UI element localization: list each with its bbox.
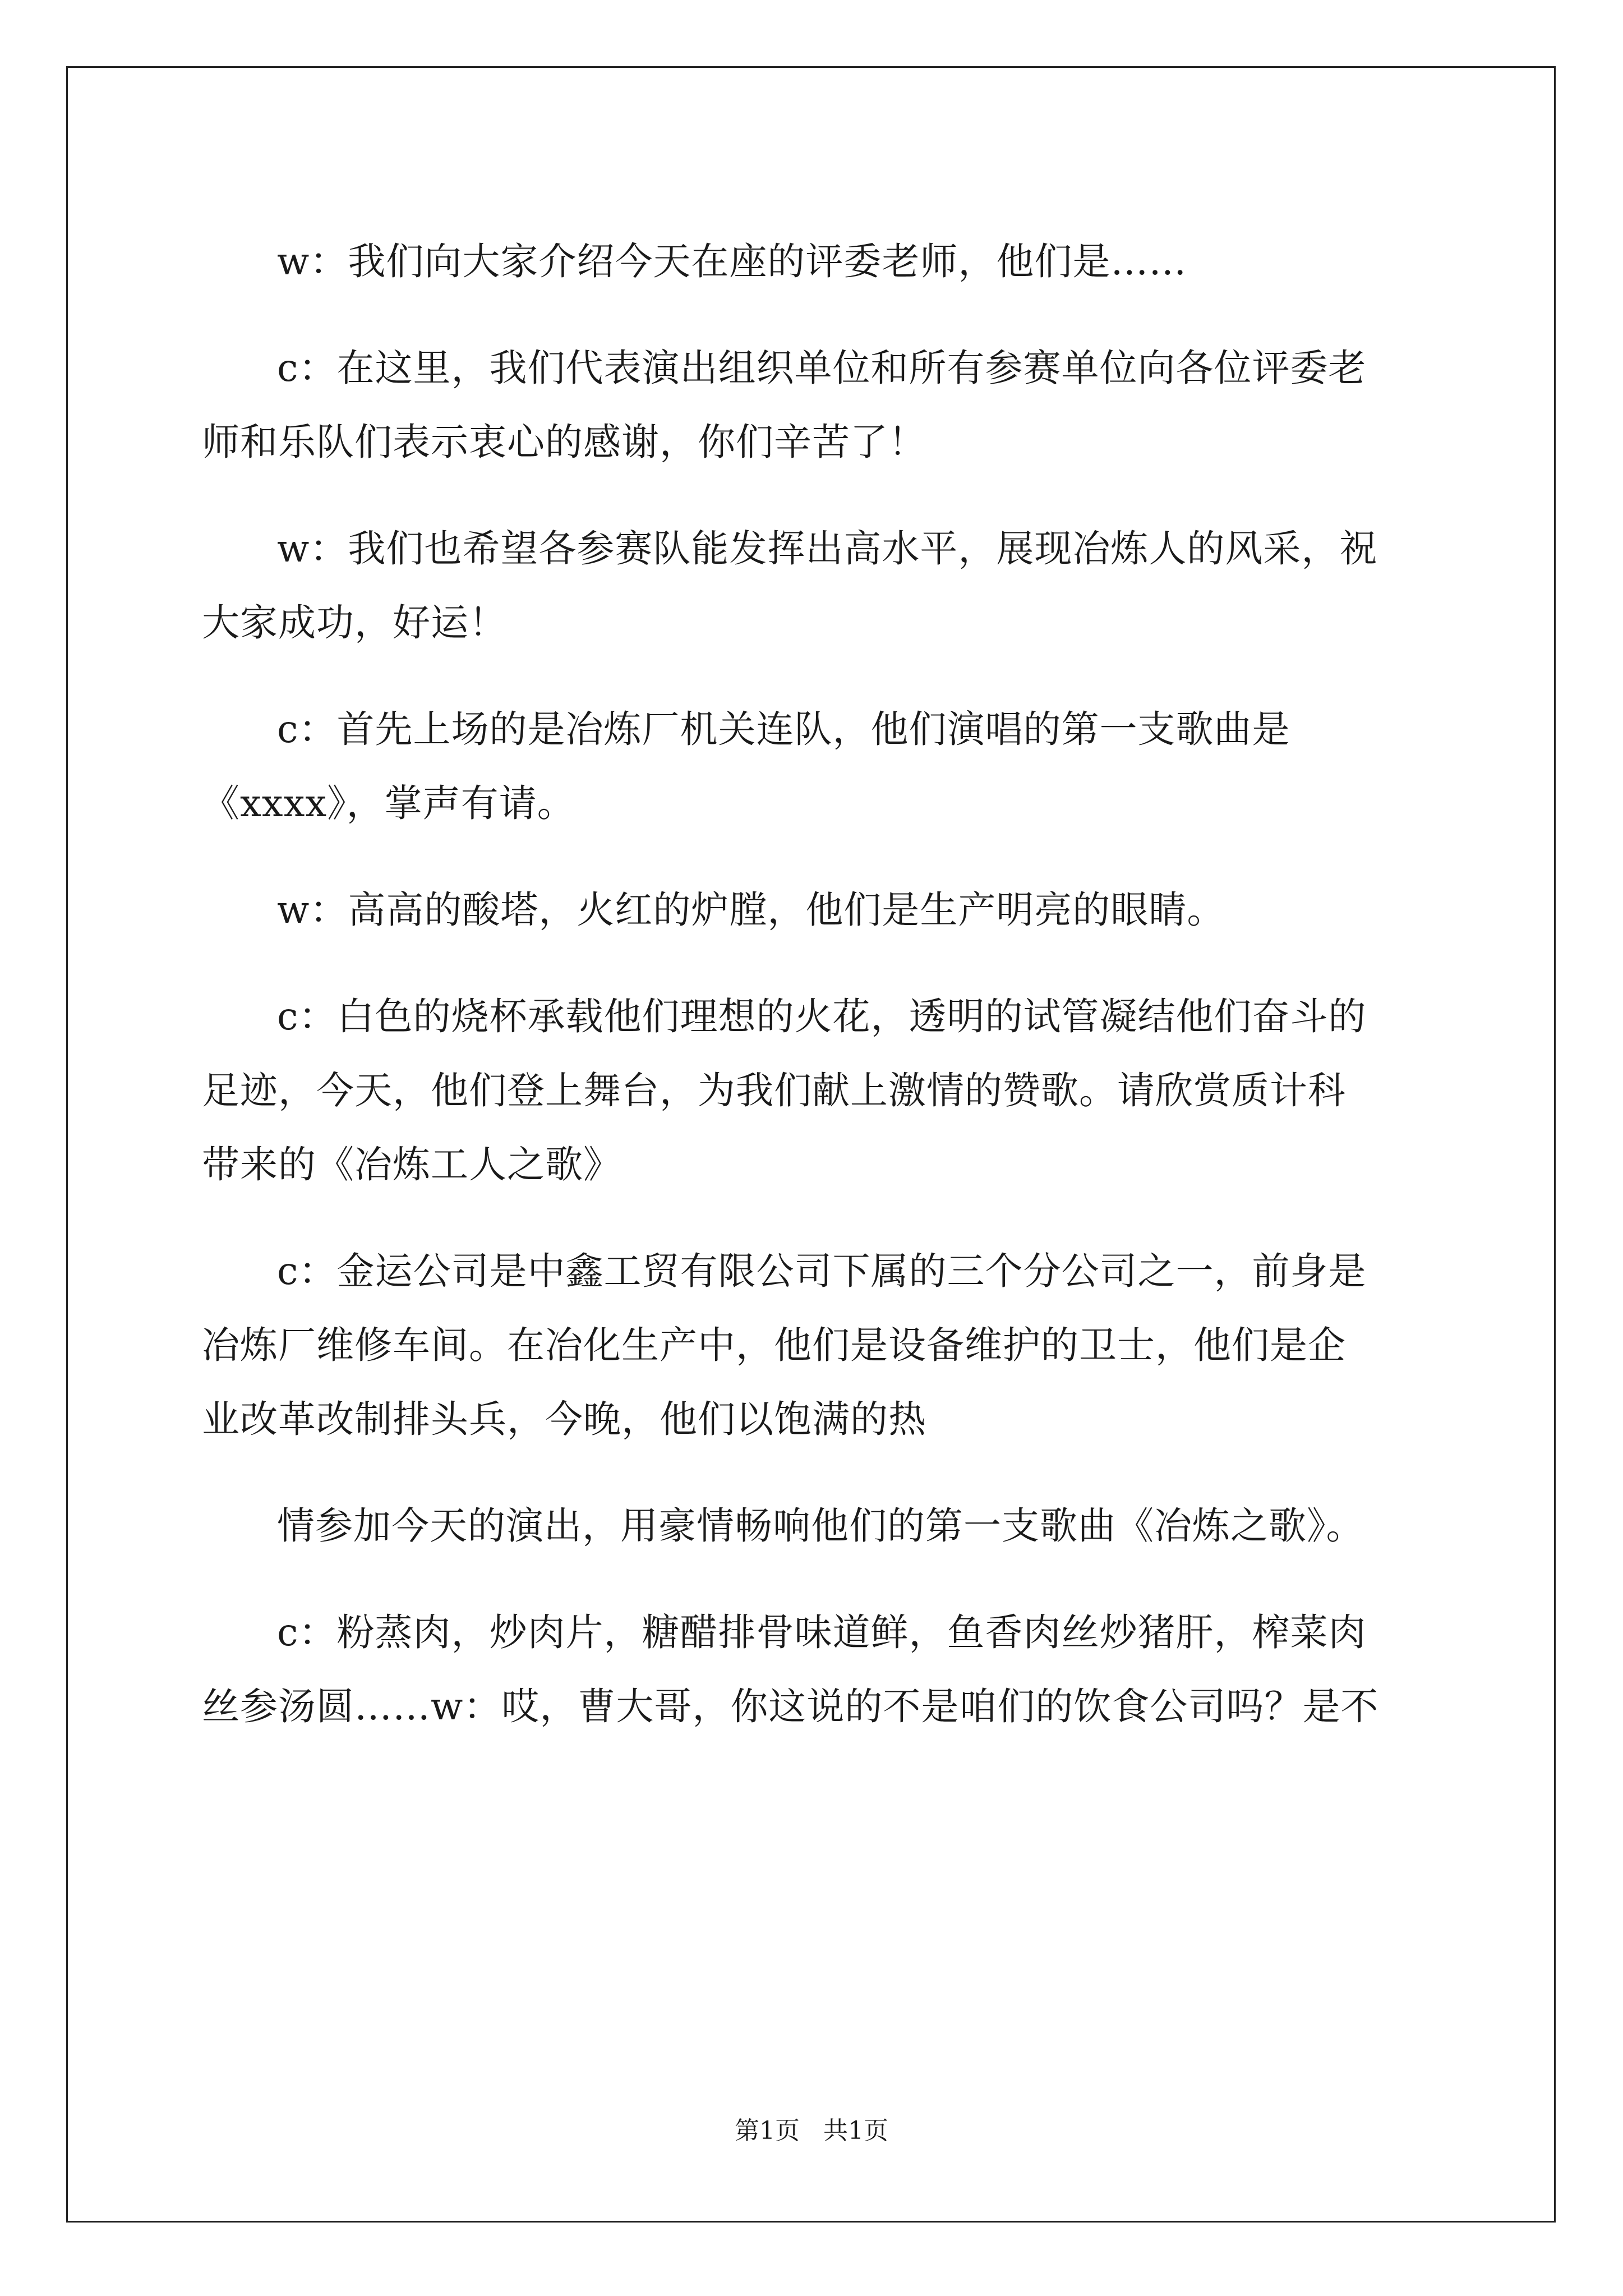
paragraph-line: c：粉蒸肉，炒肉片，糖醋排骨味道鲜，鱼香肉丝炒猪肝，榨菜肉 [277, 1611, 1367, 1654]
document-body [202, 224, 1441, 1776]
paragraph-line: 情参加今天的演出，用豪情畅响他们的第一支歌曲《冶炼之歌》。 [277, 1504, 1364, 1548]
paragraph-9 [202, 1595, 1441, 1743]
paragraph-line: c：首先上场的是冶炼厂机关连队，他们演唱的第一支歌曲是 [277, 707, 1290, 751]
paragraph-line: 足迹，今天，他们登上舞台，为我们献上激情的赞歌。请欣赏质计科 [202, 1069, 1346, 1112]
paragraph-line: 冶炼厂维修车间。在冶化生产中，他们是设备维护的卫士，他们是企 [202, 1323, 1346, 1367]
paragraph-line: w：我们也希望各参赛队能发挥出高水平，展现冶炼人的风采，祝 [277, 527, 1378, 570]
paragraph-line: 师和乐队们表示衷心的感谢，你们辛苦了！ [202, 420, 926, 464]
paragraph-4 [202, 692, 1441, 840]
paragraph-line: 《xxxx》，掌声有请。 [202, 781, 575, 825]
paragraph-line: 大家成功，好运！ [202, 601, 507, 645]
paragraph-line: 带来的《冶炼工人之歌》 [202, 1143, 621, 1186]
paragraph-line: 业改革改制排头兵，今晚，他们以饱满的热 [202, 1397, 926, 1441]
page-total: 共1页 [823, 2116, 888, 2145]
paragraph-line: c：金运公司是中鑫工贸有限公司下属的三个分公司之一，前身是 [277, 1249, 1367, 1293]
paragraph-1 [202, 224, 1441, 298]
paragraph-line: w：我们向大家介绍今天在座的评委老师，他们是…… [277, 240, 1187, 283]
paragraph-7 [202, 1234, 1441, 1456]
page-footer [0, 2110, 1623, 2146]
paragraph-6 [202, 979, 1441, 1202]
paragraph-2 [202, 331, 1441, 479]
paragraph-line: c：白色的烧杯承载他们理想的火花，透明的试管凝结他们奋斗的 [277, 995, 1367, 1038]
paragraph-line: 丝参汤圆……w：哎，曹大哥，你这说的不是咱们的饮食公司吗？是不 [202, 1685, 1379, 1728]
paragraph-3 [202, 512, 1441, 660]
paragraph-5 [202, 873, 1441, 947]
paragraph-line: c：在这里，我们代表演出组织单位和所有参赛单位向各位评委老 [277, 346, 1367, 390]
paragraph-line: w：高高的酸塔，火红的炉膛，他们是生产明亮的眼睛。 [277, 888, 1225, 932]
page-number: 第1页 [735, 2116, 800, 2145]
paragraph-8 [202, 1489, 1441, 1563]
